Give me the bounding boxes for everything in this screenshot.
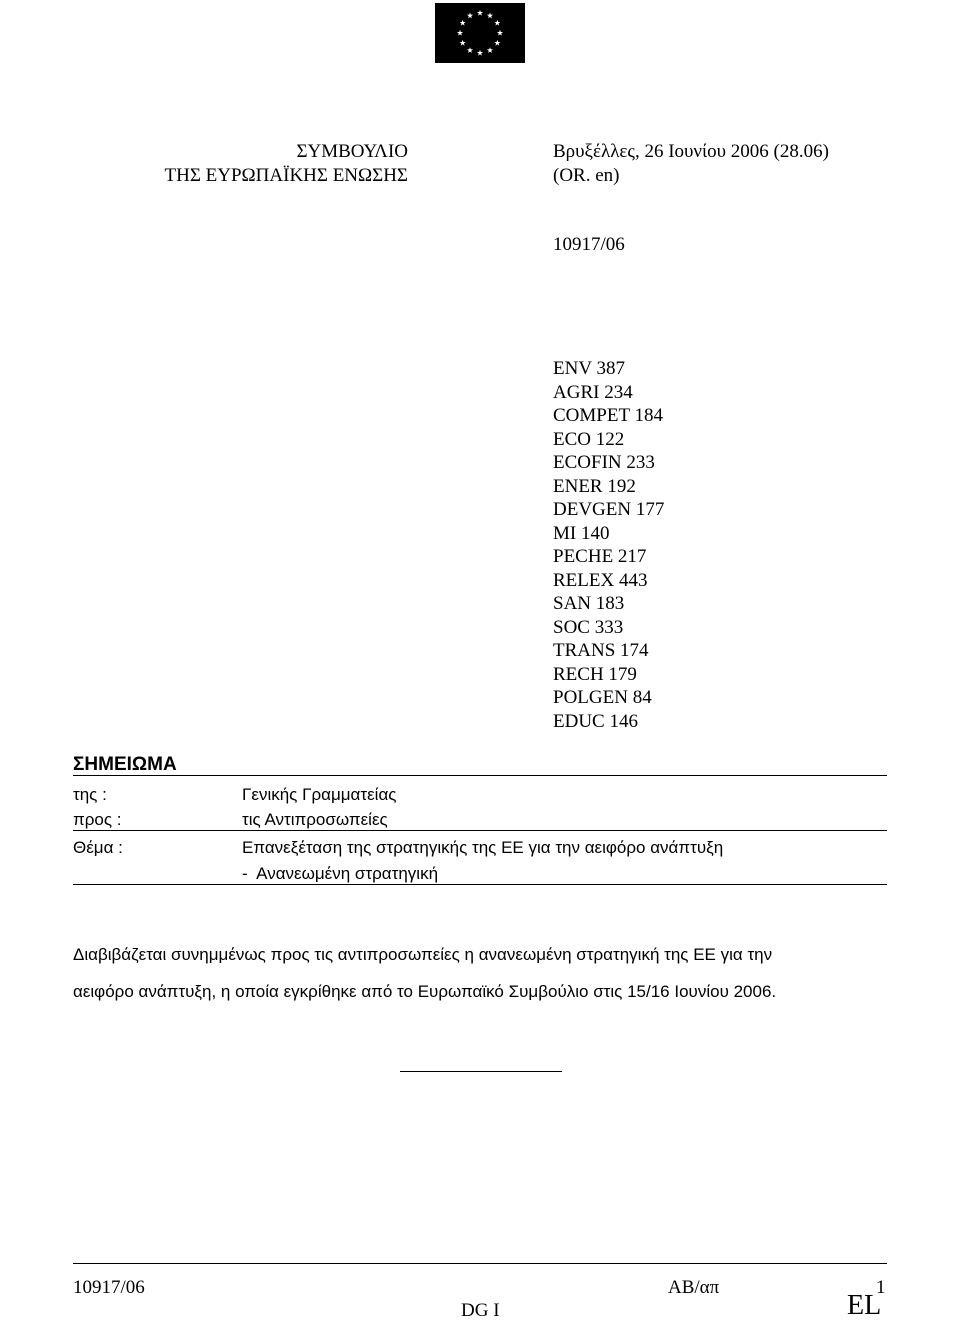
original-language: (OR. en) xyxy=(553,165,620,186)
code-item: DEVGEN 177 xyxy=(553,499,665,520)
date-line: Βρυξέλλες, 26 Ιουνίου 2006 (28.06) xyxy=(553,141,829,162)
code-item: AGRI 234 xyxy=(553,381,633,403)
code-item: ECOFIN 233 xyxy=(553,452,655,473)
footer-doc-number: 10917/06 xyxy=(73,1277,145,1298)
footer-initials: ΑΒ/απ xyxy=(668,1277,720,1298)
divider xyxy=(73,775,887,776)
body-line-1: Διαβιβάζεται συνημμένως προς τις αντιπροσωπείες η ανανεωμένη στρατηγική της ΕΕ για την xyxy=(73,945,773,964)
to-label: προς : xyxy=(73,810,122,829)
code-item: ECO 122 xyxy=(553,428,625,450)
subject-line-1: Επανεξέταση της στρατηγικής της ΕΕ για την αειφόρο ανάπτυξη xyxy=(242,838,724,857)
code-item: PECHE 217 xyxy=(553,546,647,567)
council-line-1: ΣΥΜΒΟΥΛΙΟ xyxy=(296,141,408,162)
document-number: 10917/06 xyxy=(553,234,625,255)
subject-line-2: - Ανανεωμένη στρατηγική xyxy=(242,864,439,883)
body-line-2: αειφόρο ανάπτυξη, η οποία εγκρίθηκε από το Ευρωπαϊκό Συμβούλιο στις 15/16 Ιουνίου 2006. xyxy=(73,982,777,1001)
code-item: TRANS 174 xyxy=(553,640,649,661)
divider xyxy=(73,830,887,831)
end-rule xyxy=(400,1071,562,1072)
subject-label: Θέμα : xyxy=(73,838,123,857)
code-item: RELEX 443 xyxy=(553,569,648,591)
date-block xyxy=(553,140,829,188)
to-value: τις Αντιπροσωπείες xyxy=(242,810,388,829)
divider xyxy=(73,884,887,885)
code-item: SAN 183 xyxy=(553,593,625,614)
code-item: POLGEN 84 xyxy=(553,687,652,708)
eu-flag-icon xyxy=(435,3,525,63)
note-title: ΣΗΜΕΙΩΜΑ xyxy=(73,754,177,775)
council-line-2: ΤΗΣ ΕΥΡΩΠΑΪΚΗΣ ΕΝΩΣΗΣ xyxy=(164,165,408,186)
code-item: SOC 333 xyxy=(553,616,624,638)
footer-divider xyxy=(73,1263,887,1264)
code-item: MI 140 xyxy=(553,522,610,544)
code-item: ENV 387 xyxy=(553,358,625,379)
footer-dg: DG I xyxy=(461,1300,500,1321)
code-item: COMPET 184 xyxy=(553,405,663,426)
footer-page-number: 1 xyxy=(876,1277,886,1298)
code-item: EDUC 146 xyxy=(553,710,638,732)
code-item: RECH 179 xyxy=(553,663,637,685)
council-name xyxy=(165,140,408,188)
from-value: Γενικής Γραμματείας xyxy=(242,785,397,804)
from-label: της : xyxy=(73,785,107,804)
classification-codes xyxy=(553,357,664,733)
code-item: ENER 192 xyxy=(553,475,636,497)
footer-language: EL xyxy=(847,1290,882,1321)
